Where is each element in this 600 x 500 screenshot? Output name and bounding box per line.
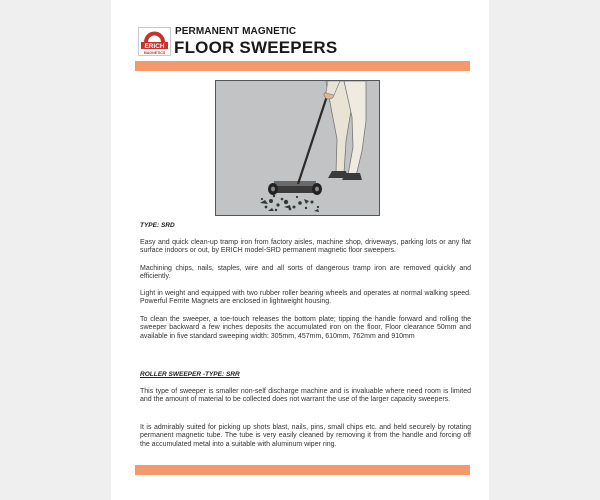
- srd-paragraph-1: Easy and quick clean-up tramp iron from factory aisles, machine shop, driveways, parking lots or any flat surface indoors or out, by ERICH model-SRD permanent magnetic floor sweepers.: [140, 239, 471, 255]
- sweeper-photo: [215, 80, 380, 216]
- logo-text-top: ERICH: [144, 43, 165, 51]
- header-divider-bar: [135, 61, 470, 71]
- erich-magnetics-logo: [138, 27, 171, 56]
- sweeper-illustration-icon: [216, 81, 379, 215]
- srr-paragraph-1: This type of sweeper is smaller non-self discharge machine and is invaluable where need room is limited and the amount of material to be collected does not warrant the use of the larger capacity sweepers.: [140, 388, 471, 404]
- srd-paragraph-4: To clean the sweeper, a toe-touch releases the bottom plate; tipping the handle forward and rolling the sweeper backward a few inches deposits the accumulated iron on the floor, Floor clearance 50mm and available in five standard sweeping width: 305mm, 457mm, 610mm, 762mm and 910mm: [140, 316, 471, 340]
- page-subtitle: PERMANENT MAGNETIC: [175, 26, 297, 37]
- page-title: FLOOR SWEEPERS: [174, 38, 338, 57]
- footer-divider-bar: [135, 465, 470, 475]
- type-srd-label: TYPE: SRD: [140, 222, 175, 229]
- type-srr-label: ROLLER SWEEPER -TYPE: SRR: [140, 371, 240, 378]
- logo-text-bottom: MAGNETICS: [143, 50, 166, 55]
- document-page: [111, 0, 489, 500]
- srr-paragraph-2: It is admirably suited for picking up shots blast, nails, pins, small chips etc. and held securely by rotating permanent magnetic tube. The tube is very easily cleaned by removing it from the handle and forcing off the accumulated metal into a suitable with aluminum wiper ring.: [140, 424, 471, 448]
- srd-paragraph-2: Machining chips, nails, staples, wire and all sorts of dangerous tramp iron are removed quickly and efficiently.: [140, 265, 471, 281]
- logo-mark-icon: [139, 28, 170, 55]
- srd-paragraph-3: Light in weight and equipped with two rubber roller bearing wheels and operates at normal walking speed. Powerful Ferrite Magnets are enclosed in lightweight housing.: [140, 290, 471, 306]
